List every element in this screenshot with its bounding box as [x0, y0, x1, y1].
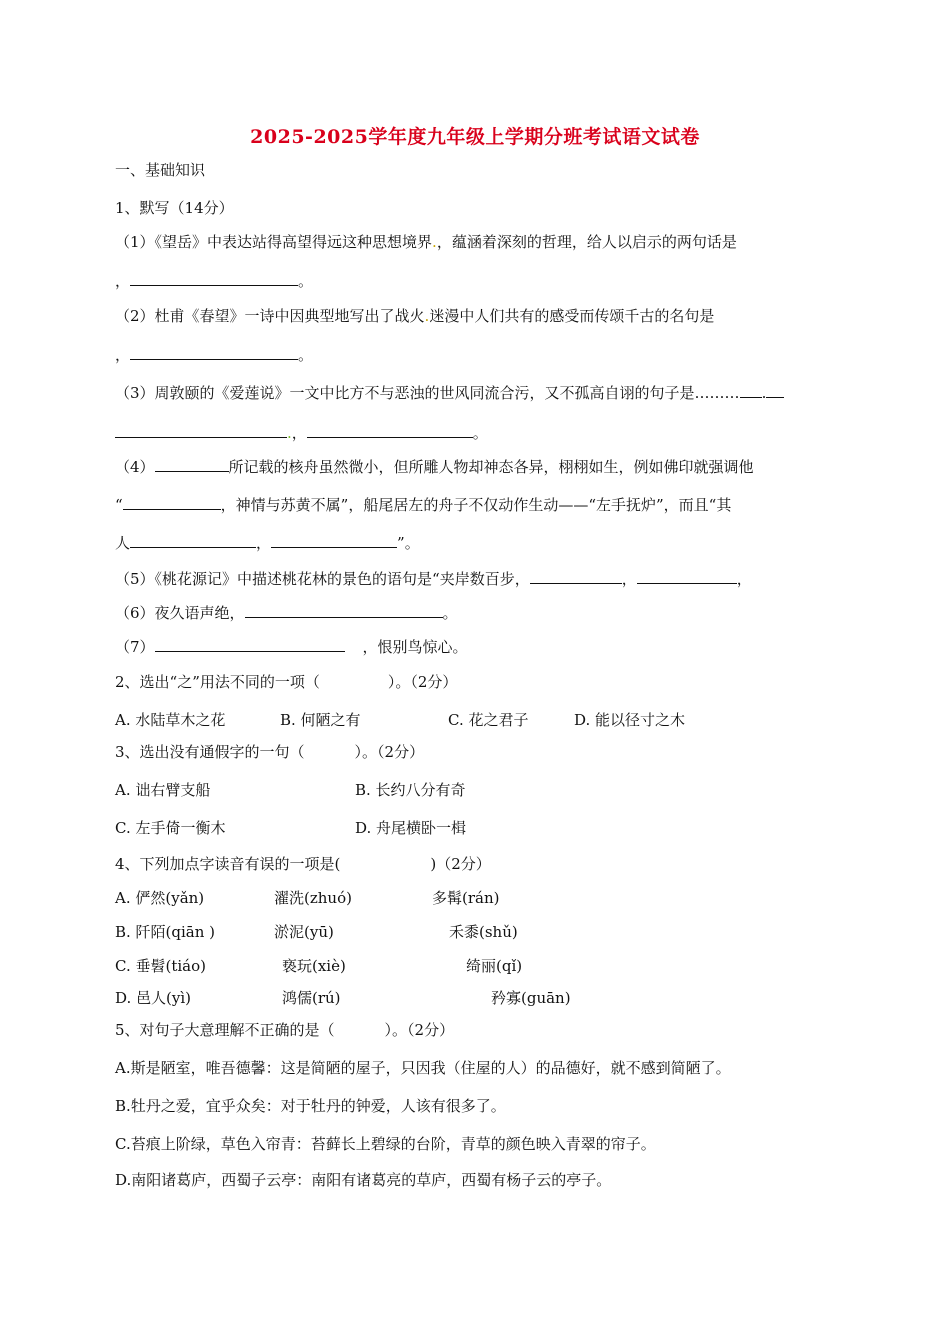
q5-option-b: B.牡丹之爱，宜乎众矣：对于牡丹的钟爱，人该有很多了。 — [115, 1097, 506, 1115]
answer-blank[interactable] — [637, 568, 737, 584]
q1-item4-line1 — [115, 456, 754, 477]
answer-blank[interactable] — [130, 532, 256, 548]
q4-option-a-1: A. 俨然(yǎn) — [115, 889, 205, 907]
q1-item4-text-a: 所记载的核舟虽然微小，但所雕人物却神态各异，栩栩如生，例如佛印就强调他 — [228, 458, 754, 476]
q1-item5-text: （5）《桃花源记》中描述桃花林的景色的语句是“夹岸数百步， — [115, 570, 530, 588]
q5-text-a: 5、对句子大意理解不正确的是（ — [115, 1021, 335, 1039]
q1-item6-text: （6）夜久语声绝， — [115, 604, 245, 622]
answer-blank[interactable] — [130, 270, 298, 286]
q1-item4-line2 — [115, 494, 731, 515]
q4-option-b-2: 淤泥(yū) — [274, 923, 334, 941]
q1-item2-text-a: （2）杜甫《春望》一诗中因典型地写出了战火 — [115, 307, 425, 325]
exam-title: 2025-2025学年度九年级上学期分班考试语文试卷 — [250, 126, 700, 148]
q4-option-a-2: 濯洗(zhuó) — [274, 889, 352, 907]
q1-item2-line1 — [115, 306, 714, 326]
q1-item4-text-c: 人 — [115, 534, 131, 552]
q2-option-a: A. 水陆草木之花 — [115, 711, 226, 729]
q3-option-a: A. 诎右臂支船 — [115, 781, 211, 799]
q2-option-d: D. 能以径寸之木 — [574, 711, 686, 729]
answer-blank[interactable] — [530, 568, 622, 584]
period: 。 — [298, 346, 314, 364]
q1-item3-line1 — [115, 382, 784, 403]
period: 。 — [442, 604, 458, 622]
comma: ， — [115, 346, 131, 364]
q1-item2-line2 — [115, 344, 313, 365]
q5-option-c: C.苔痕上阶绿，草色入帘青：苔藓长上碧绿的台阶，青草的颜色映入青翠的帘子。 — [115, 1135, 656, 1153]
q1-item1-text-b: ，蕴涵着深刻的哲理，给人以启示的两句话是 — [436, 233, 737, 251]
mark-dot: . — [424, 307, 430, 325]
q4-option-b-1: B. 阡陌(qiān ) — [115, 923, 216, 941]
open-quote: “ — [115, 496, 123, 514]
q1-item2-text-b: 迷漫中人们共有的感受而传颂千古的名句是 — [429, 307, 715, 325]
q1-item4-text-b: ，神情与苏黄不属”，船尾居左的舟子不仅动作生动——“左手抚炉”，而且“其 — [220, 496, 732, 514]
q1-item1-line1 — [115, 232, 737, 252]
q4-text-a: 4、下列加点字读音有误的一项是( — [115, 855, 341, 873]
q1-item7 — [115, 636, 468, 657]
question-4-heading — [115, 854, 491, 874]
q1-item3-line2 — [115, 422, 488, 443]
item-number: （7） — [115, 638, 155, 656]
q3-option-c: C. 左手倚一衡木 — [115, 819, 226, 837]
answer-blank[interactable] — [271, 532, 397, 548]
question-3-heading — [115, 742, 424, 762]
mark-dot: . — [432, 233, 437, 251]
q2-option-b: B. 何陋之有 — [280, 711, 361, 729]
q4-option-d-1: D. 邑人(yì) — [115, 989, 192, 1007]
q5-option-d: D.南阳诸葛庐，西蜀子云亭：南阳有诸葛亮的草庐，西蜀有杨子云的亭子。 — [115, 1171, 612, 1189]
question-2-heading — [115, 672, 457, 692]
q4-option-a-3: 多髯(rán) — [432, 889, 500, 907]
answer-blank[interactable] — [115, 422, 287, 438]
q1-item1-text-a: （1）《望岳》中表达站得高望得远这种思想境界 — [115, 233, 433, 251]
q4-option-c-3: 绮丽(qǐ) — [466, 957, 523, 975]
q4-option-c-1: C. 垂髫(tiáo) — [115, 957, 206, 975]
comma: ， — [115, 272, 131, 290]
answer-blank[interactable] — [130, 344, 298, 360]
q1-item3-text: （3）周敦颐的《爱莲说》一文中比方不与恶浊的世风同流合污，又不孤高自诩的句子是……… — [115, 384, 740, 402]
period: 。 — [472, 424, 488, 442]
comma: ， — [291, 424, 307, 442]
q5-text-b: ）。（2分） — [384, 1021, 455, 1039]
q1-item1-line2 — [115, 270, 313, 291]
answer-blank[interactable] — [155, 456, 229, 472]
answer-blank[interactable] — [123, 494, 221, 510]
q2-text-b: ）。（2分） — [387, 673, 458, 691]
q4-option-c-2: 亵玩(xiè) — [282, 957, 346, 975]
q2-option-c: C. 花之君子 — [448, 711, 529, 729]
period: 。 — [298, 272, 314, 290]
answer-blank[interactable] — [740, 382, 762, 398]
q5-option-a: A.斯是陋室，唯吾德馨：这是简陋的屋子，只因我（住屋的人）的品德好，就不感到简陋了。 — [115, 1059, 731, 1077]
item-number: （4） — [115, 458, 155, 476]
q2-text-a: 2、选出“之”用法不同的一项（ — [115, 673, 320, 691]
q3-option-d: D. 舟尾横卧一楫 — [355, 819, 467, 837]
question-1-heading: 1、默写（14分） — [115, 199, 234, 217]
mark-dot: . — [287, 424, 292, 442]
answer-blank[interactable] — [766, 382, 784, 398]
q4-option-d-3: 矜寡(guān) — [491, 989, 571, 1007]
answer-blank[interactable] — [155, 636, 345, 652]
q1-item4-line3 — [115, 532, 420, 553]
q3-text-a: 3、选出没有通假字的一句（ — [115, 743, 305, 761]
q3-text-b: ）。（2分） — [354, 743, 425, 761]
section-heading: 一、基础知识 — [115, 161, 206, 179]
comma: ， — [736, 570, 752, 588]
q4-text-b: )（2分） — [430, 855, 491, 873]
question-5-heading — [115, 1020, 454, 1040]
q1-item7-text: ，恨别鸟惊心。 — [362, 638, 468, 656]
answer-blank[interactable] — [245, 602, 443, 618]
q1-item6 — [115, 602, 458, 623]
q4-option-d-2: 鸿儒(rú) — [282, 989, 341, 1007]
answer-blank[interactable] — [307, 422, 473, 438]
q1-item5 — [115, 568, 752, 589]
q3-option-b: B. 长约八分有奇 — [355, 781, 466, 799]
comma: ， — [621, 570, 637, 588]
q4-option-b-3: 禾黍(shǔ) — [449, 923, 518, 941]
trailing-dot: . — [761, 384, 767, 402]
close-quote: ”。 — [397, 534, 420, 552]
comma: ， — [256, 534, 272, 552]
